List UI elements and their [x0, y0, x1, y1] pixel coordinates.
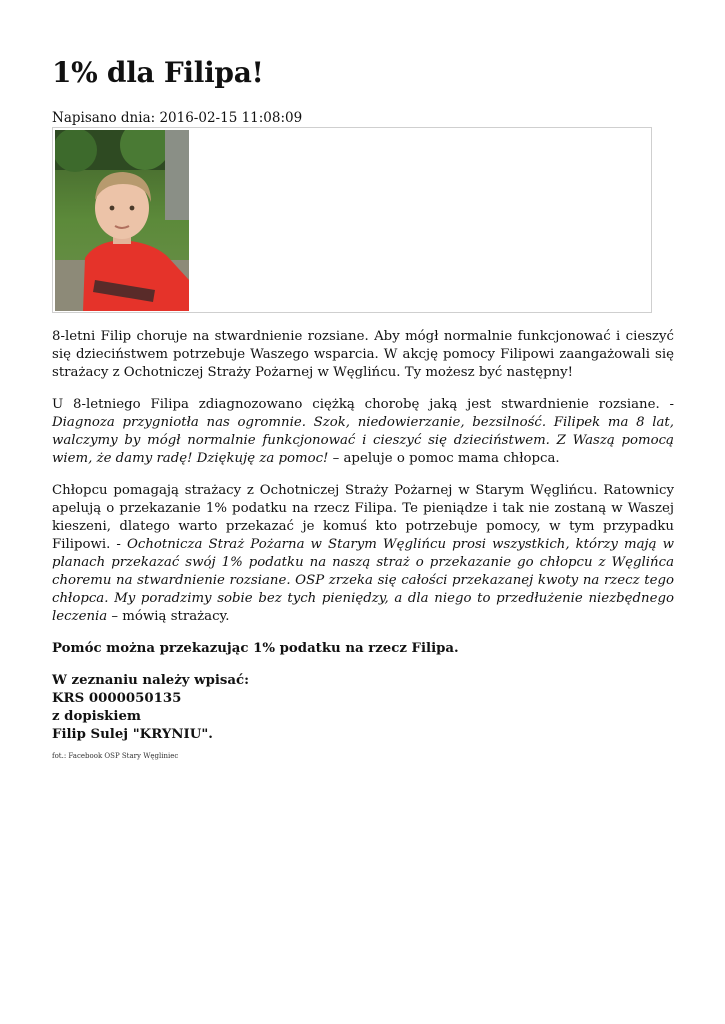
article-title: 1% dla Filipa! [52, 56, 264, 89]
mother-quote: Diagnoza przygniotła nas ogromnie. Szok, niedowierzanie, bezsilność. Filipek ma 8 lat, walczymy by mógł normalnie funkcjonować i cieszyć się dzieciństwem. Z Waszą pomocą wiem, że damy radę! Dziękuję za pomoc! [52, 415, 674, 466]
paragraph-intro: 8-letni Filip choruje na stwardnienie rozsiane. Aby mógł normalnie funkcjonować i cieszyć się dzieciństwem potrzebuje Waszego wsparcia. W akcję pomocy Filipowi zaangażowali się strażacy z Ochotniczej Straży Pożarnej w Węglińcu. Ty możesz być następny! [52, 329, 674, 380]
article-photo [55, 130, 189, 311]
beneficiary-name: Filip Sulej "KRYNIU". [52, 727, 213, 742]
krs-number: KRS 0000050135 [52, 691, 182, 706]
tax-instructions [52, 672, 674, 744]
article-body [52, 328, 674, 744]
paragraph-firefighters [52, 482, 674, 626]
paragraph-diagnosis [52, 396, 674, 468]
boy-photo-image [55, 130, 189, 311]
firefighters-attribution: – mówią strażacy. [107, 609, 230, 624]
instructions-line-3: z dopiskiem [52, 709, 141, 724]
paragraph-firefighters-text: Chłopcu pomagają strażacy z Ochotniczej Straży Pożarnej w Starym Węglińcu. Ratownicy apelują o przekazanie 1% podatku na rzecz Filipa. Te pieniądze i tak nie zostaną w Waszej kieszeni, dlatego warto przekazać je komuś kto potrzebuje pomocy, w tym przypadku Filipowi. - [52, 483, 674, 552]
photo-frame [52, 127, 652, 313]
quote-attribution: – apeluje o pomoc mama chłopca. [328, 451, 560, 466]
photo-credit: fot.: Facebook OSP Stary Węgliniec [52, 752, 179, 760]
publish-date: Napisano dnia: 2016-02-15 11:08:09 [52, 110, 303, 126]
paragraph-diagnosis-text: U 8-letniego Filipa zdiagnozowano ciężką chorobę jaką jest stwardnienie rozsiane. - [52, 397, 674, 412]
donation-callout: Pomóc można przekazując 1% podatku na rzecz Filipa. [52, 641, 459, 656]
instructions-line-1: W zeznaniu należy wpisać: [52, 673, 250, 688]
firefighters-quote: Ochotnicza Straż Pożarna w Starym Węglińcu prosi wszystkich, którzy mają w planach przekazać swój 1% podatku na naszą straż o przekazanie go chłopcu z Węglińca choremu na stwardnienie rozsiane. OSP zrzeka się całości przekazanej kwoty na rzecz tego chłopca. My poradzimy sobie bez tych pieniędzy, a dla niego to przedłużenie niezbędnego leczenia [52, 537, 674, 624]
